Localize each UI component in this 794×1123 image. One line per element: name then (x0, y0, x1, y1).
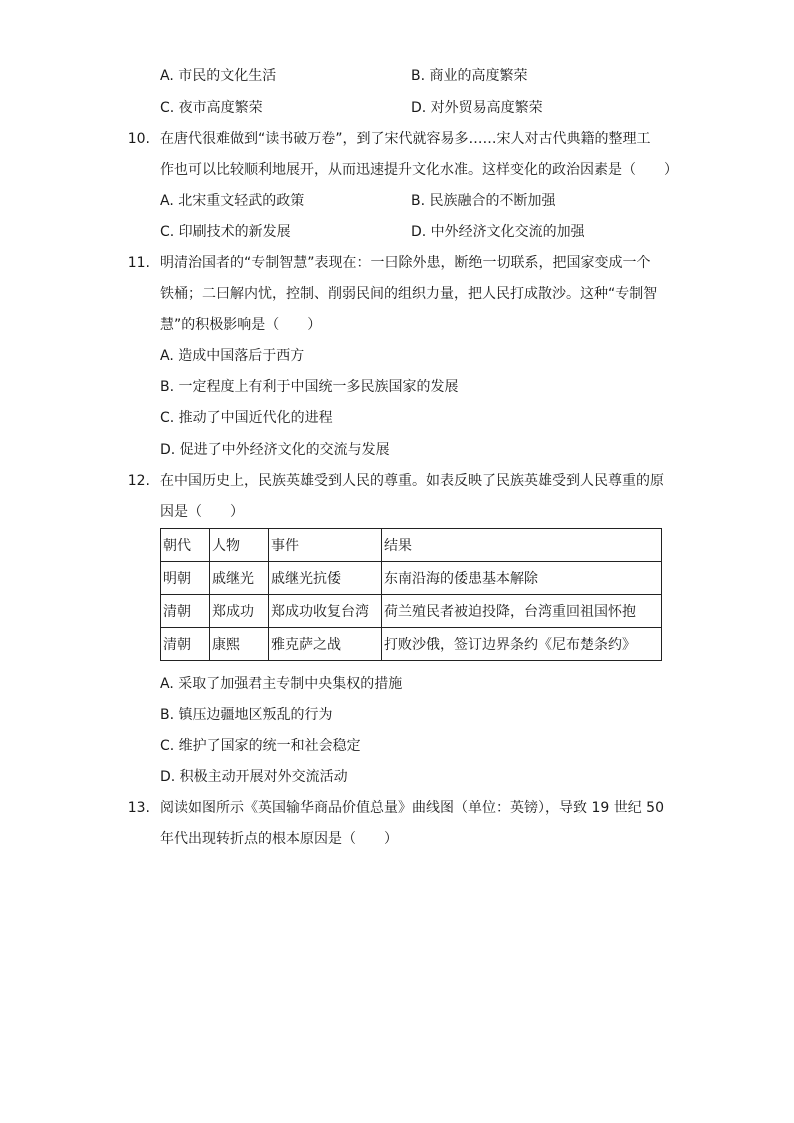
question-12-option-b: B. 镇压边疆地区叛乱的行为 (160, 707, 333, 723)
question-13-text-line: 阅读如图所示《英国输华商品价值总量》曲线图（单位：英镑），导致 19 世纪 50 (160, 800, 664, 816)
table-header-cell: 事件 (269, 529, 382, 562)
question-13-text-line: 年代出现转折点的根本原因是（ ） (160, 831, 398, 847)
table-row (161, 562, 662, 595)
table-cell: 郑成功 (210, 595, 269, 628)
table-cell: 戚继光 (210, 562, 269, 595)
prev-option-c: C. 夜市高度繁荣 (160, 100, 263, 116)
table-cell: 打败沙俄，签订边界条约《尼布楚条约》 (382, 628, 662, 661)
question-10-option-d: D. 中外经济文化交流的加强 (411, 224, 585, 240)
table-header-cell: 人物 (210, 529, 269, 562)
question-13-number: 13. (127, 800, 150, 816)
table-cell: 明朝 (161, 562, 210, 595)
table-cell: 康熙 (210, 628, 269, 661)
table-cell: 雅克萨之战 (269, 628, 382, 661)
question-10-number: 10. (127, 131, 150, 147)
question-12-number: 12. (127, 473, 150, 489)
table-cell: 郑成功收复台湾 (269, 595, 382, 628)
question-11-number: 11. (127, 255, 150, 271)
question-10-option-b: B. 民族融合的不断加强 (411, 193, 556, 209)
table-cell: 荷兰殖民者被迫投降，台湾重回祖国怀抱 (382, 595, 662, 628)
question-11-option-d: D. 促进了中外经济文化的交流与发展 (160, 442, 390, 458)
question-11-option-a: A. 造成中国落后于西方 (160, 348, 305, 364)
question-12-option-a: A. 采取了加强君主专制中央集权的措施 (160, 676, 403, 692)
question-11-text-line: 慧”的积极影响是（ ） (160, 317, 322, 333)
question-10-text-line: 作也可以比较顺利地展开，从而迅速提升文化水准。这样变化的政治因素是（ ） (160, 162, 678, 178)
question-12-text-line: 因是（ ） (160, 504, 244, 520)
table-cell: 戚继光抗倭 (269, 562, 382, 595)
question-11-text-line: 明清治国者的“专制智慧”表现在：一曰除外患，断绝一切联系，把国家变成一个 (160, 255, 651, 271)
table-cell: 清朝 (161, 595, 210, 628)
prev-option-b: B. 商业的高度繁荣 (411, 68, 528, 84)
prev-option-a: A. 市民的文化生活 (160, 68, 277, 84)
question-12-text-line: 在中国历史上，民族英雄受到人民的尊重。如表反映了民族英雄受到人民尊重的原 (160, 473, 664, 489)
table-header-cell: 朝代 (161, 529, 210, 562)
question-10-text-line: 在唐代很难做到“读书破万卷”，到了宋代就容易多……宋人对古代典籍的整理工 (160, 131, 651, 147)
question-11-option-c: C. 推动了中国近代化的进程 (160, 410, 333, 426)
table-header-row (161, 529, 662, 562)
table-cell: 清朝 (161, 628, 210, 661)
question-10-option-c: C. 印刷技术的新发展 (160, 224, 291, 240)
table-cell: 东南沿海的倭患基本解除 (382, 562, 662, 595)
heroes-table (160, 528, 662, 661)
table-header-cell: 结果 (382, 529, 662, 562)
question-11-option-b: B. 一定程度上有利于中国统一多民族国家的发展 (160, 379, 459, 395)
question-11-text-line: 铁桶；二曰解内忧，控制、削弱民间的组织力量，把人民打成散沙。这种“专制智 (160, 286, 658, 302)
table-row (161, 628, 662, 661)
question-10-option-a: A. 北宋重文轻武的政策 (160, 193, 305, 209)
question-12-option-d: D. 积极主动开展对外交流活动 (160, 769, 348, 785)
question-12-option-c: C. 维护了国家的统一和社会稳定 (160, 738, 361, 754)
table-row (161, 595, 662, 628)
prev-option-d: D. 对外贸易高度繁荣 (411, 100, 543, 116)
